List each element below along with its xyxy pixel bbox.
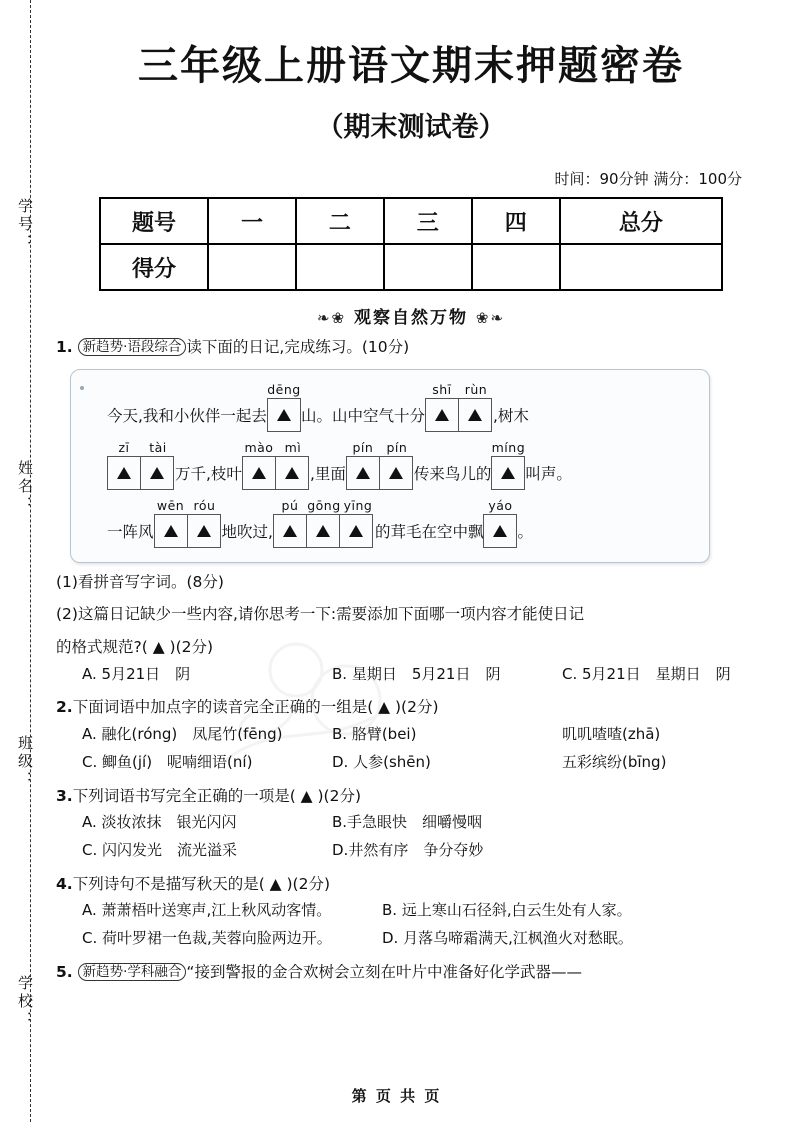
banner-left-ornament-icon: ❧❀	[316, 309, 347, 327]
sidebar-label-student-id: 学号：	[16, 198, 32, 252]
diary-line3-text-d: 。	[517, 522, 533, 541]
pinyin-group-3-2	[273, 498, 375, 548]
section-banner	[56, 303, 766, 328]
diary-line1-text-c: ,树木	[492, 406, 529, 425]
diary-line2-text-d: 叫声。	[525, 464, 572, 483]
pinyin-group-3-3	[483, 498, 517, 548]
option-b[interactable]: B. 胳臂(bei)	[332, 725, 417, 744]
diary-line3-text-b: 地吹过,	[221, 522, 273, 541]
question-2-number: 2.	[56, 698, 73, 717]
pinyin-group-2-4	[491, 440, 525, 490]
question-3-options	[56, 809, 766, 865]
score-table-header-1: 一	[208, 198, 296, 244]
option-row	[82, 749, 766, 777]
score-table-header-label: 题号	[100, 198, 208, 244]
write-cells[interactable]	[267, 398, 301, 432]
write-cell[interactable]	[242, 456, 276, 490]
write-cell[interactable]	[458, 398, 492, 432]
left-dashed-rule	[30, 0, 31, 1122]
question-1-sub-1: (1)看拼音写字词。(8分)	[56, 572, 224, 591]
option-a[interactable]: A. 融化(róng) 凤尾竹(fēng)	[82, 725, 283, 744]
option-c[interactable]: C. 荷叶罗裙一色裁,芙蓉向脸两边开。	[82, 929, 332, 948]
pinyin-label: míng	[491, 439, 526, 455]
score-cell-4[interactable]	[472, 244, 560, 290]
option-c[interactable]: C. 5月21日 星期日 阴	[562, 664, 731, 683]
score-table	[99, 197, 723, 291]
diary-line-2	[85, 440, 695, 490]
pinyin-group-2-3	[346, 440, 414, 490]
diary-line1-text-b: 山。山中空气十分	[300, 406, 425, 425]
option-b[interactable]: B.手急眼快 细嚼慢咽	[332, 813, 483, 832]
question-5-tag: 新趋势·学科融合	[78, 963, 187, 981]
question-1-sub-2-line2: 的格式规范?( ▲ )(2分)	[56, 637, 214, 656]
write-cells[interactable]	[273, 514, 375, 548]
exam-paper	[56, 0, 766, 1122]
question-4-options	[56, 897, 766, 953]
write-cell[interactable]	[379, 456, 413, 490]
option-row	[82, 809, 766, 837]
question-5-text: “接到警报的金合欢树会立刻在叶片中准备好化学武器——	[186, 962, 582, 981]
page-subtitle: （期末测试卷）	[316, 112, 506, 143]
option-row	[82, 837, 766, 865]
option-b-extra[interactable]: 叽叽喳喳(zhā)	[562, 725, 661, 744]
pinyin-label: yīng	[343, 497, 373, 513]
pinyin-label: shī	[432, 381, 452, 397]
sidebar-label-school: 学校：	[16, 975, 32, 1029]
option-d[interactable]: D. 月落乌啼霜满天,江枫渔火对愁眠。	[382, 929, 633, 948]
question-3-stem	[56, 783, 766, 810]
diary-line2-text-c: 传来鸟儿的	[413, 464, 492, 483]
question-1-tag: 新趋势·语段综合	[78, 338, 187, 356]
write-cell[interactable]	[306, 514, 340, 548]
write-cell[interactable]	[425, 398, 459, 432]
question-5-number: 5.	[56, 962, 73, 981]
write-cell[interactable]	[273, 514, 307, 548]
question-4-stem	[56, 871, 766, 898]
option-d-extra[interactable]: 五彩缤纷(bīng)	[562, 752, 667, 771]
diary-line3-text-a: 一阵风	[107, 522, 154, 541]
pinyin-group-1-2	[425, 382, 493, 432]
question-1-number: 1.	[56, 338, 73, 356]
pinyin-group-2-1	[107, 440, 175, 490]
write-cell[interactable]	[339, 514, 373, 548]
pinyin-label: mào	[244, 439, 274, 455]
option-b[interactable]: B. 远上寒山石径斜,白云生处有人家。	[382, 901, 632, 920]
pinyin-label: pín	[386, 439, 408, 455]
question-2-text: 下面词语中加点字的读音完全正确的一组是( ▲ )(2分)	[72, 698, 439, 717]
pinyin-label: dēng	[267, 381, 301, 397]
pinyin-label: zī	[118, 439, 130, 455]
diary-line1-text-a: 今天,我和小伙伴一起去	[107, 406, 267, 425]
pinyin-label: rùn	[464, 381, 488, 397]
diary-card	[70, 369, 710, 563]
sidebar-label-name: 姓名：	[16, 460, 32, 514]
option-a[interactable]: A. 萧萧梧叶送寒声,江上秋风动客情。	[82, 901, 332, 920]
write-cell[interactable]	[267, 398, 301, 432]
page-footer: 第 页 共 页	[351, 1087, 442, 1105]
pinyin-label: pín	[352, 439, 374, 455]
question-1-options	[56, 661, 766, 689]
pinyin-label: wēn	[156, 497, 185, 513]
pinyin-label: pú	[281, 497, 299, 513]
score-cell-total[interactable]	[560, 244, 722, 290]
write-cells[interactable]	[154, 514, 222, 548]
question-1-stem	[56, 334, 766, 361]
page-title: 三年级上册语文期末押题密卷	[138, 43, 684, 89]
score-table-header-2: 二	[296, 198, 384, 244]
write-cell[interactable]	[107, 456, 141, 490]
write-cell[interactable]	[275, 456, 309, 490]
diary-line2-text-a: 万千,枝叶	[175, 464, 242, 483]
question-5-stem	[56, 959, 766, 986]
pinyin-group-3-1	[154, 498, 222, 548]
write-cells[interactable]	[491, 456, 525, 490]
write-cells[interactable]	[425, 398, 493, 432]
write-cell[interactable]	[491, 456, 525, 490]
option-row	[82, 897, 766, 925]
question-1-text: 读下面的日记,完成练习。(10分)	[186, 338, 410, 356]
option-row	[82, 721, 766, 749]
option-c[interactable]: C. 闪闪发光 流光溢采	[82, 840, 238, 859]
diary-line2-text-b: ,里面	[309, 464, 346, 483]
question-2-options	[56, 721, 766, 777]
table-row	[100, 244, 722, 290]
sidebar-label-class: 班级：	[16, 735, 32, 789]
option-d[interactable]: D.井然有序 争分夺妙	[332, 840, 484, 859]
diary-line3-text-c: 的茸毛在空中飘	[374, 522, 484, 541]
write-cells[interactable]	[346, 456, 414, 490]
question-3-number: 3.	[56, 786, 73, 805]
diary-line-3	[85, 498, 695, 548]
score-cell-3[interactable]	[384, 244, 472, 290]
question-1-sub-2-line1: (2)这篇日记缺少一些内容,请你思考一下:需要添加下面哪一项内容才能使日记	[56, 605, 585, 624]
pinyin-label: mì	[284, 439, 302, 455]
score-table-header-total: 总分	[560, 198, 722, 244]
option-row	[82, 661, 766, 689]
write-cell[interactable]	[154, 514, 188, 548]
score-table-score-label: 得分	[100, 244, 208, 290]
write-cells[interactable]	[107, 456, 175, 490]
table-row	[100, 198, 722, 244]
option-a[interactable]: A. 淡妆浓抹 银光闪闪	[82, 813, 237, 832]
diary-line-1	[85, 382, 695, 432]
pinyin-label: tài	[149, 439, 167, 455]
score-cell-2[interactable]	[296, 244, 384, 290]
option-a[interactable]: A. 5月21日 阴	[82, 664, 191, 683]
banner-right-ornament-icon: ❀❧	[475, 309, 506, 327]
pinyin-label: róu	[193, 497, 216, 513]
option-d[interactable]: D. 人参(shēn)	[332, 752, 431, 771]
score-cell-1[interactable]	[208, 244, 296, 290]
question-3-text: 下列词语书写完全正确的一项是( ▲ )(2分)	[72, 786, 362, 805]
banner-text: 观察自然万物	[354, 308, 468, 328]
question-4-number: 4.	[56, 874, 73, 893]
question-4-text: 下列诗句不是描写秋天的是( ▲ )(2分)	[72, 874, 331, 893]
diary-bullet-icon	[80, 386, 84, 390]
write-cell[interactable]	[346, 456, 380, 490]
option-b[interactable]: B. 星期日 5月21日 阴	[332, 664, 501, 683]
pinyin-label: gōng	[307, 497, 341, 513]
exam-info: 时间：90分钟 满分：100分	[554, 170, 742, 188]
score-table-header-3: 三	[384, 198, 472, 244]
pinyin-label: yáo	[488, 497, 513, 513]
write-cell[interactable]	[187, 514, 221, 548]
question-2-stem	[56, 694, 766, 721]
write-cell[interactable]	[483, 514, 517, 548]
write-cells[interactable]	[242, 456, 310, 490]
pinyin-group-1-1	[267, 382, 301, 432]
option-c[interactable]: C. 鲫鱼(jí) 呢喃细语(ní)	[82, 752, 253, 771]
write-cell[interactable]	[140, 456, 174, 490]
pinyin-group-2-2	[242, 440, 310, 490]
option-row	[82, 925, 766, 953]
score-table-header-4: 四	[472, 198, 560, 244]
write-cells[interactable]	[483, 514, 517, 548]
